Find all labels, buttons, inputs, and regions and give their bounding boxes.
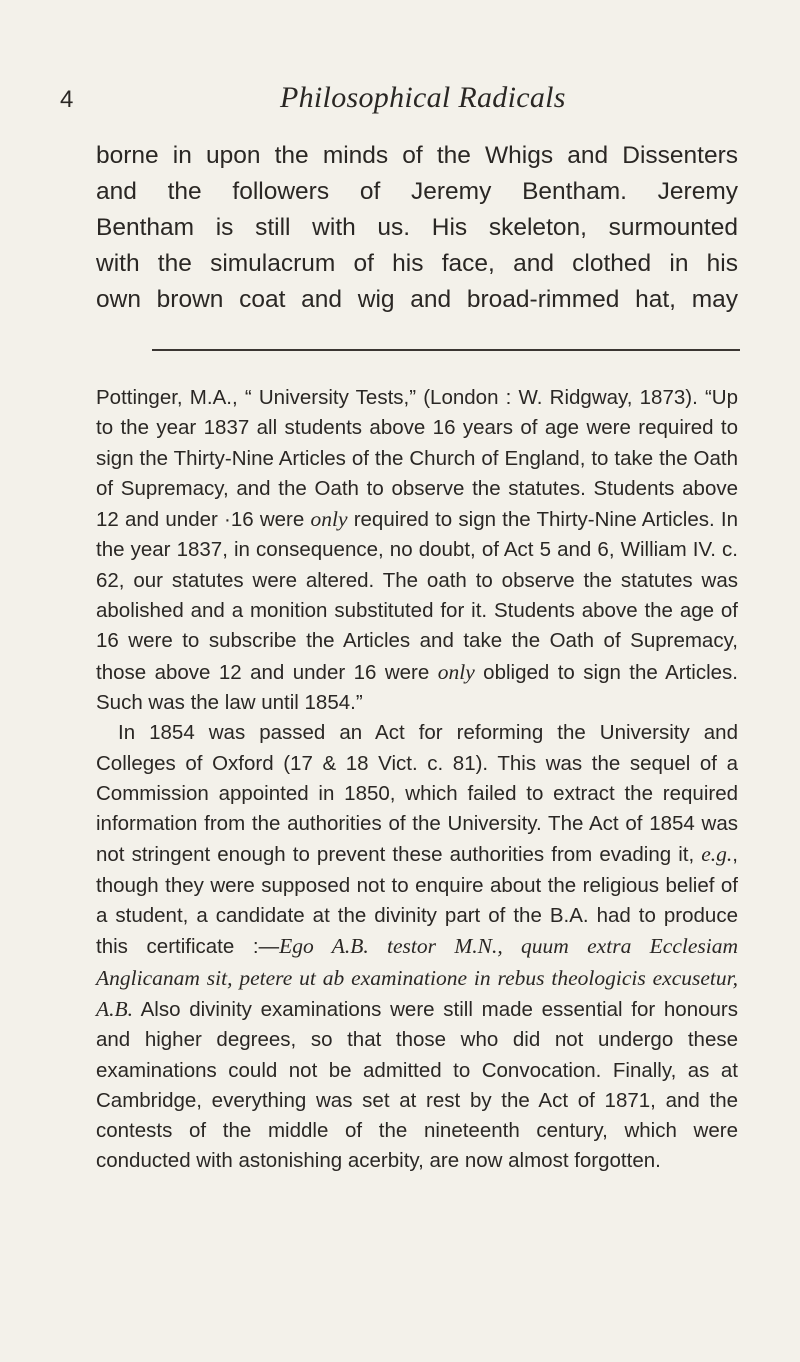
main-text-line: and the followers of Jeremy Bentham. Jeremy: [96, 178, 738, 205]
main-text-line: own brown coat and wig and broad-rimmed hat, may: [96, 286, 738, 313]
running-head: [60, 64, 740, 114]
main-text: [96, 138, 738, 318]
footnote-emphasis: only: [310, 507, 348, 532]
footnote-emphasis: e.g.: [701, 842, 733, 867]
footnote-text: In 1854 was passed an Act for reforming the University and Colleges of Oxford (17 & 18 Vict. c. 81). This was the sequel of a Commission appointed in 1850, which failed to extract the required information from the authorities of the University. The Act of 1854 was not stringent enough to prevent these authorities from evading it,: [96, 721, 738, 867]
page-number: 4: [60, 86, 74, 113]
footnote-text: Pottinger, M.A., “ University Tests,” (London : W. Ridgway, 1873). “Up to the year 1837 all students above 16 years of age were required to sign the Thirty-Nine Articles of the Church of England, to take the Oath of Supremacy, and the Oath to observe the statutes. Students above 12 and under ·16 were: [96, 386, 738, 532]
footnote-paragraph-2: [96, 718, 738, 1176]
footnote-rule: [152, 349, 740, 351]
footnote-text: obliged to sign the Articles. Such was the law until 1854.”: [96, 660, 738, 714]
footnote-emphasis: only: [437, 659, 475, 684]
running-title: Philosophical Radicals: [280, 81, 566, 114]
footnote-text: required to sign the Thirty-Nine Articles. In the year 1837, in consequence, no doubt, of Act 5 and 6, William IV. c. 62, our statutes were altered. The oath to observe the statutes was abolished and a monition substituted for it. Students above the age of 16 were to subscribe the Articles and take the Oath of Supremacy, those above 12 and under 16 were: [96, 508, 738, 684]
main-text-line: with the simulacrum of his face, and clothed in his: [96, 250, 738, 277]
main-text-line: Bentham is still with us. His skeleton, surmounted: [96, 214, 738, 241]
latin-certificate: Ego A.B. testor M.N., quum extra Ecclesiam Anglicanam sit, petere ut ab examinatione in rebus theologicis excusetur, A.B.: [96, 934, 738, 1021]
footnote: [96, 383, 738, 1177]
footnote-text: Also divinity examinations were still made essential for honours and higher degrees, so that those who did not undergo these examinations could not be admitted to Convocation. Finally, as at Cambridge, everything was set at rest by the Act of 1871, and the contests of the middle of the nineteenth century, which were conducted with astonishing acerbity, are now almost forgotten.: [96, 997, 738, 1173]
main-text-line: borne in upon the minds of the Whigs and Dissenters: [96, 142, 738, 169]
footnote-text: , though they were supposed not to enquire about the religious belief of a student, a candidate at the divinity part of the B.A. had to produce this certificate :—: [96, 843, 738, 959]
footnote-paragraph-1: [96, 383, 738, 718]
